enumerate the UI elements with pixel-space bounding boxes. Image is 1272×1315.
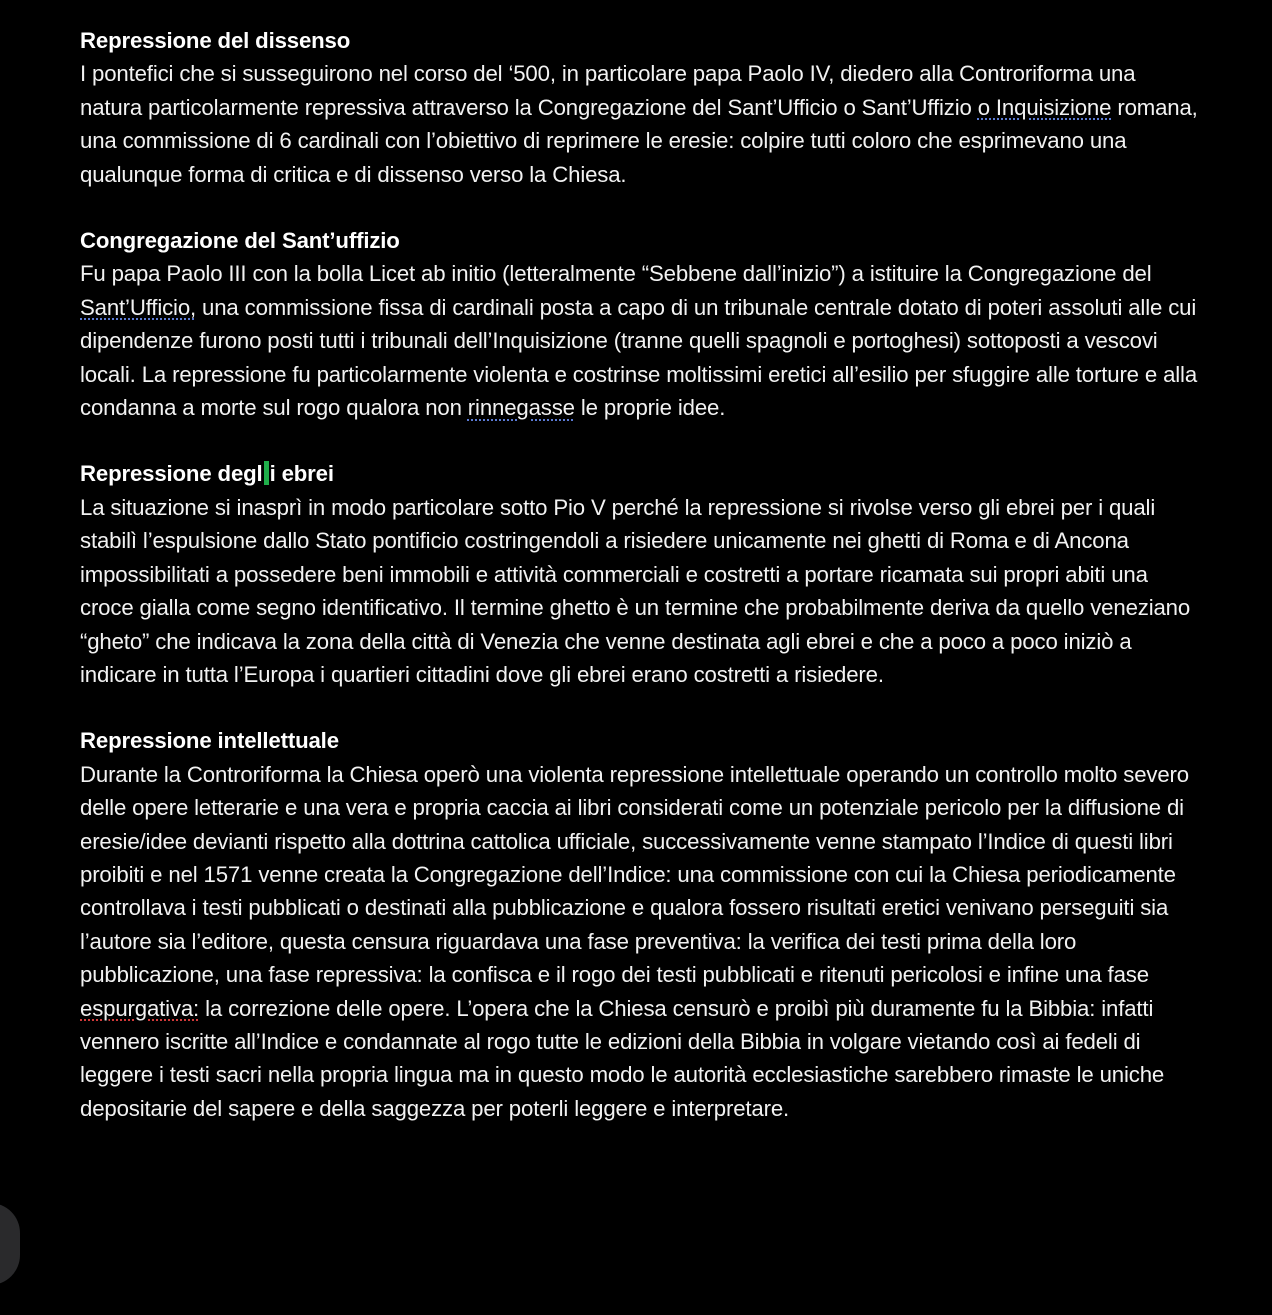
text-run: romana, una commissione di 6 cardinali con l’obiettivo di reprimere le eresie: colpire tutti coloro che esprimevano una qualunque forma di critica e di dissenso verso la Chiesa. bbox=[80, 94, 1198, 187]
section-paragraph[interactable]: La situazione si inasprì in modo particolare sotto Pio V perché la repressione si rivolse verso gli ebrei per i quali stabilì l’espulsione dallo Stato pontificio costringendoli a risiedere unicamente nei ghetti di Roma e di Ancona impossibilitati a possedere beni immobili e attività commerciali e costretti a portare ricamata sui propri abiti una croce gialla come segno identificativo. Il termine ghetto è un termine che probabilmente deriva da quello veneziano “gheto” che indicava la zona della città di Venezia che venne destinata agli ebrei e che a poco a poco iniziò a indicare in tutta l’Europa i quartieri cittadini dove gli ebrei erano costretti a risiedere. bbox=[80, 494, 1191, 687]
document-body[interactable] bbox=[80, 24, 1200, 1158]
section-paragraph[interactable] bbox=[80, 57, 1200, 191]
heading-run: i ebrei bbox=[269, 461, 334, 487]
text-run: I pontefici che si susseguirono nel corso del ‘500, in particolare papa Paolo IV, diedero alla Controriforma una natura particolarmente repressiva attraverso la Congregazione del Sant’Ufficio o Sant’Uffizio bbox=[80, 61, 1136, 120]
section-repressione-intellettuale bbox=[80, 724, 1200, 1125]
section-heading: Repressione del dissenso bbox=[80, 28, 351, 53]
spelling-error[interactable]: espurgativa: bbox=[80, 995, 200, 1021]
text-run: le proprie idee. bbox=[574, 395, 726, 421]
section-congregazione-santuffizio bbox=[80, 224, 1200, 424]
section-paragraph[interactable] bbox=[80, 758, 1200, 1125]
grammar-suggestion[interactable]: o Inquisizione bbox=[977, 94, 1112, 120]
grammar-suggestion[interactable]: Sant’Ufficio, bbox=[80, 294, 197, 320]
text-run: Durante la Controriforma la Chiesa operò una violenta repressione intellettuale operando un controllo molto severo delle opere letterarie e una vera e propria caccia ai libri considerati come un potenziale pericolo per la diffusione di eresie/idee devianti rispetto alla dottrina cattolica ufficiale, successivamente venne stampato l’Indice di questi libri proibiti e nel 1571 venne creata la Congregazione dell’Indice: una commissione con cui la Chiesa periodicamente controllava i testi pubblicati o destinati alla pubblicazione e qualora fossero risultati eretici venivano perseguiti sia l’autore sia l’editore, questa censura riguardava una fase preventiva: la verifica dei testi prima della loro pubblicazione, una fase repressiva: la confisca e il rogo dei testi pubblicati e ritenuti pericolosi e infine una fase bbox=[80, 761, 1189, 988]
section-heading bbox=[80, 457, 1200, 490]
section-repressione-ebrei bbox=[80, 457, 1200, 691]
floating-action-button[interactable] bbox=[0, 1203, 20, 1285]
text-cursor bbox=[264, 461, 269, 485]
section-heading: Repressione intellettuale bbox=[80, 728, 339, 754]
section-heading: Congregazione del Sant’uffizio bbox=[80, 228, 400, 254]
grammar-suggestion[interactable]: rinnegasse bbox=[467, 395, 575, 421]
text-run: Fu papa Paolo III con la bolla Licet ab initio (letteralmente “Sebbene dall’inizio”) a istituire la Congregazione del bbox=[80, 261, 1152, 287]
section-paragraph[interactable] bbox=[80, 257, 1200, 424]
text-run: la correzione delle opere. L’opera che la Chiesa censurò e proibì più duramente fu la Bibbia: infatti vennero iscritte all’Indice e condannate al rogo tutte le edizioni della Bibbia in volgare vietando così ai fedeli di leggere i testi sacri nella propria lingua ma in questo modo le autorità ecclesiastiche sarebbero rimaste le uniche depositarie del sapere e della saggezza per poterli leggere e interpretare. bbox=[80, 995, 1165, 1121]
heading-run: Repressione degl bbox=[80, 461, 263, 487]
text-run: una commissione fissa di cardinali posta a capo di un tribunale centrale dotato di poteri assoluti alle cui dipendenze furono posti tutti i tribunali dell’Inquisizione (tranne quelli spagnoli e portoghesi) sottoposti a vescovi locali. La repressione fu particolarmente violenta e costrinse moltissimi eretici all’esilio per sfuggire alle torture e alla condanna a morte sul rogo qualora non bbox=[80, 294, 1198, 421]
section-repressione-dissenso bbox=[80, 24, 1200, 191]
